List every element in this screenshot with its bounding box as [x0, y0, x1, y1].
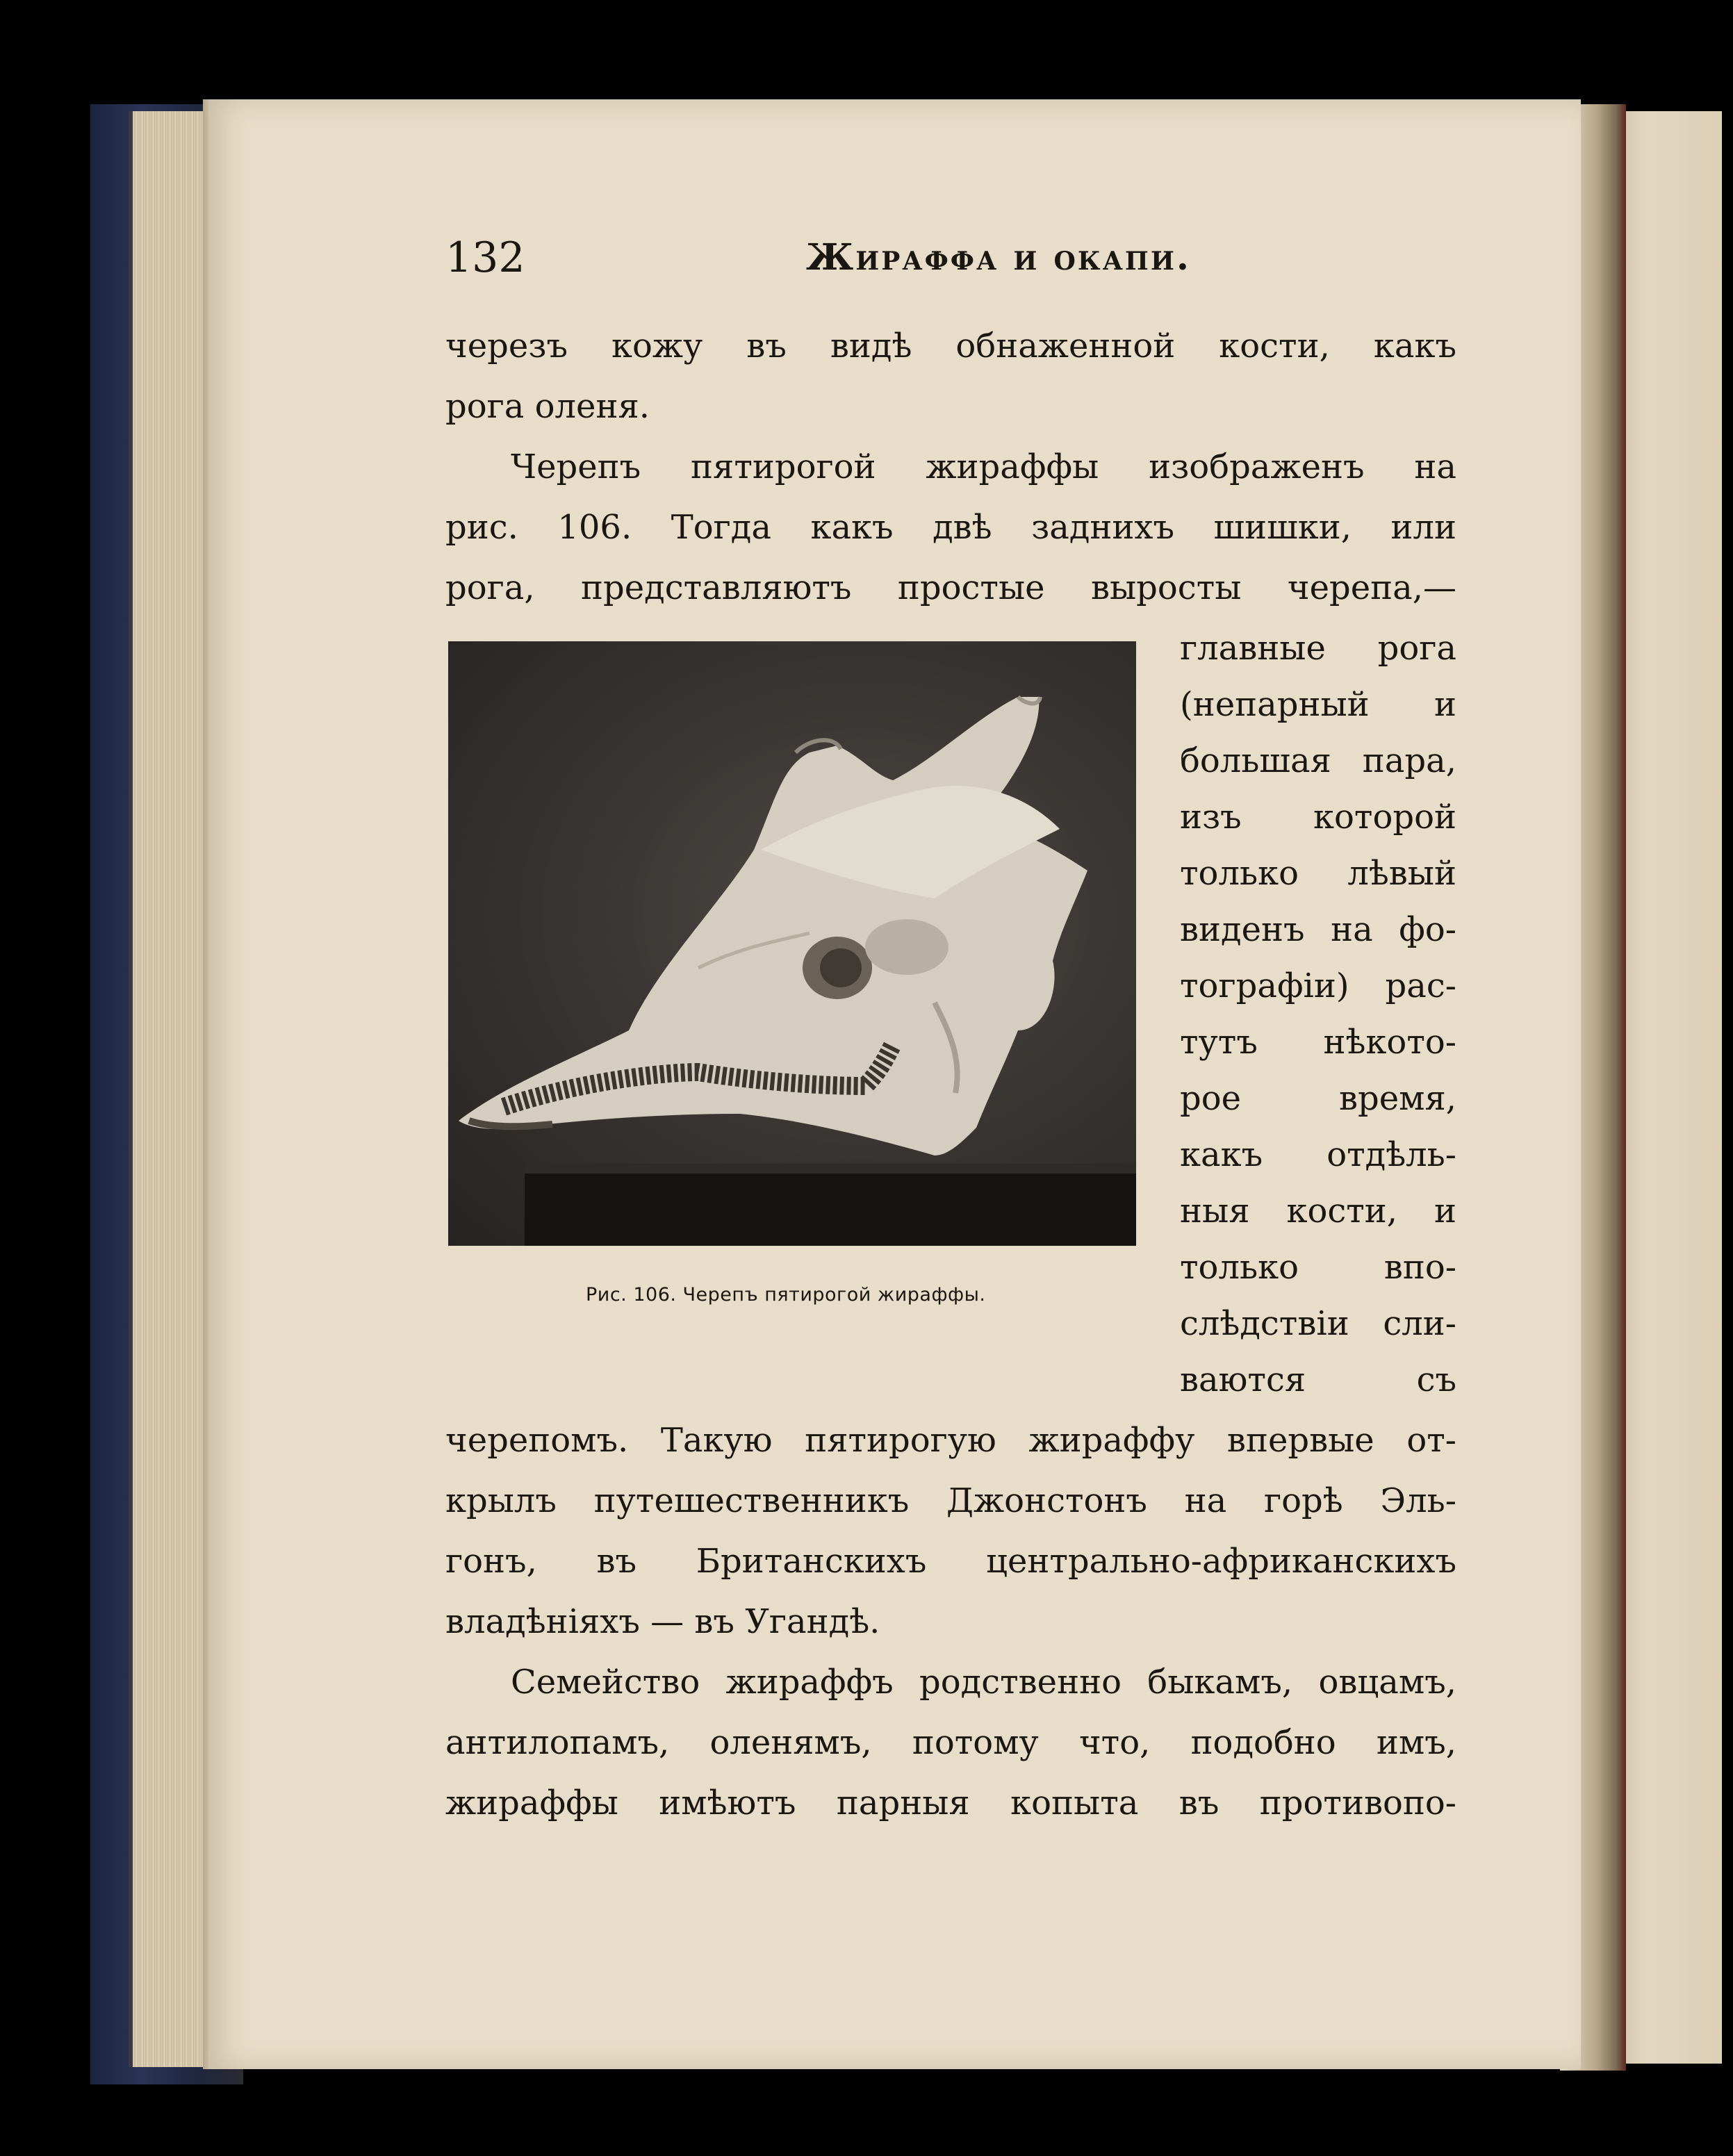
- text-line: какъ отдѣль-: [1180, 1135, 1456, 1174]
- text-line: рое время,: [1180, 1079, 1456, 1118]
- text-line: только лѣвый: [1180, 854, 1456, 893]
- right-page: [1611, 111, 1722, 2064]
- page-number: 132: [445, 233, 525, 282]
- text-line: Черепъ пятирогой жираффы изображенъ на: [511, 447, 1456, 486]
- text-line: рога, представляютъ простые выросты черепа,—: [445, 568, 1456, 607]
- text-line: ныя кости, и: [1180, 1192, 1456, 1231]
- text-line: черепомъ. Такую пятирогую жираффу впервые от-: [445, 1421, 1456, 1460]
- text-line: (непарный и: [1180, 685, 1456, 724]
- text-line: Семейство жираффъ родственно быкамъ, овцамъ,: [511, 1663, 1456, 1702]
- text-line: рис. 106. Тогда какъ двѣ заднихъ шишки, или: [445, 508, 1456, 547]
- text-line: тографіи) рас-: [1180, 966, 1456, 1005]
- text-line: главные рога: [1180, 629, 1456, 668]
- text-line: антилопамъ, оленямъ, потому что, подобно имъ,: [445, 1723, 1456, 1762]
- text-line: изъ которой: [1180, 798, 1456, 837]
- giraffe-skull-image: [448, 641, 1136, 1246]
- text-line: гонъ, въ Британскихъ центрально-африканскихъ: [445, 1542, 1456, 1581]
- running-title: Жираффа и окапи.: [806, 236, 1192, 279]
- text-line: большая пара,: [1180, 741, 1456, 780]
- text-line: виденъ на фо-: [1180, 910, 1456, 949]
- figure-caption: Рис. 106. Черепъ пятирогой жираффы.: [586, 1284, 986, 1306]
- text-line: тутъ нѣкото-: [1180, 1023, 1456, 1062]
- text-line: жираффы имѣютъ парныя копыта въ противопо-: [445, 1784, 1456, 1822]
- text-line: слѣдствіи сли-: [1180, 1304, 1456, 1343]
- text-line: только впо-: [1180, 1248, 1456, 1287]
- text-line: рога оленя.: [445, 387, 650, 426]
- text-line: черезъ кожу въ видѣ обнаженной кости, какъ: [445, 327, 1456, 365]
- text-line: владѣніяхъ — въ Угандѣ.: [445, 1602, 880, 1641]
- text-line: крылъ путешественникъ Джонстонъ на горѣ Эль-: [445, 1481, 1456, 1520]
- skull-photograph: [448, 641, 1136, 1246]
- text-line: ваются съ: [1180, 1360, 1456, 1399]
